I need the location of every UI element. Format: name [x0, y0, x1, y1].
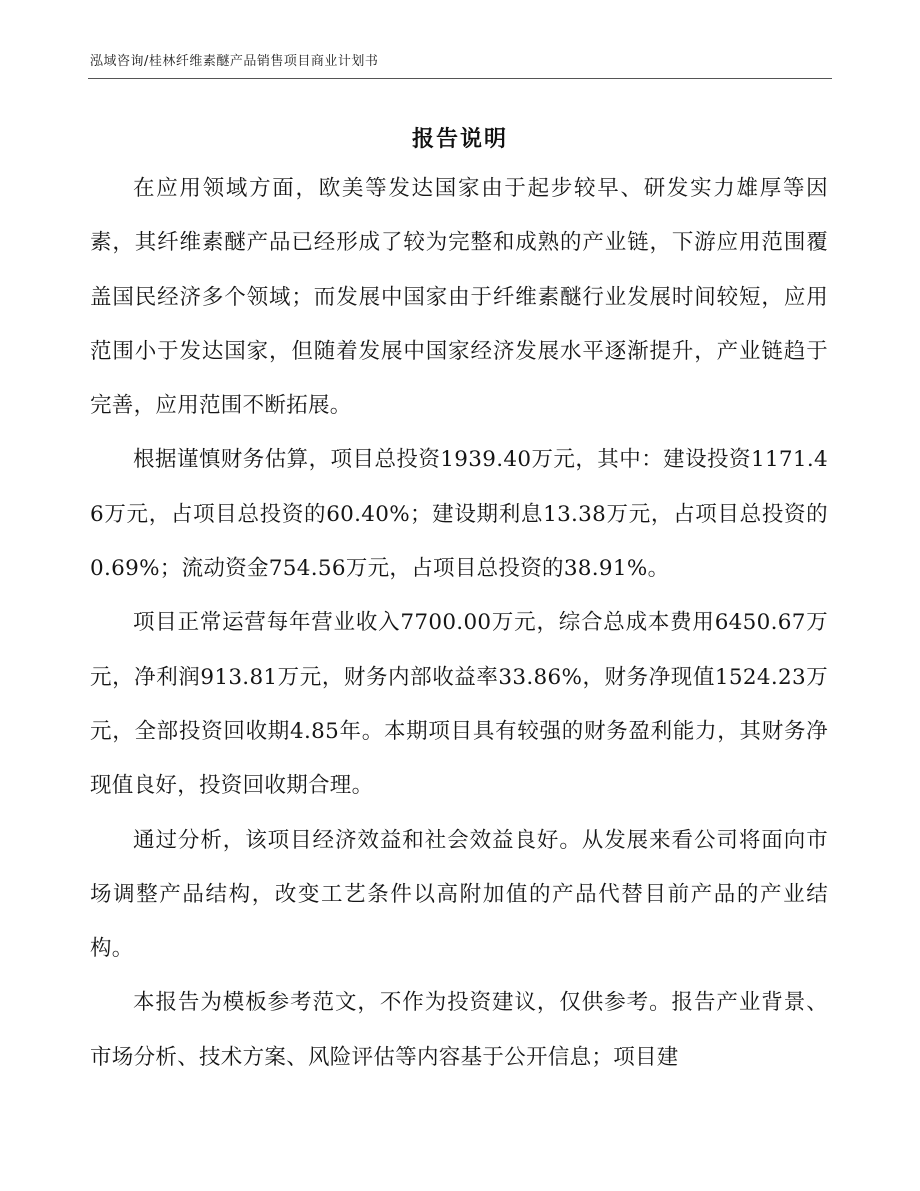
section-title: 报告说明 [411, 127, 508, 152]
paragraph-investment-estimate: 根据谨慎财务估算，项目总投资1939.40万元，其中：建设投资1171.46万元，占项目总投资的60.40%；建设期利息13.38万元，占项目总投资的0.69%；流动资金754.56万元，占项目总投资的38.91%。 [90, 447, 828, 582]
paragraph-application-fields: 在应用领域方面，欧美等发达国家由于起步较早、研发实力雄厚等因素，其纤维素醚产品已经形成了较为完整和成熟的产业链，下游应用范围覆盖国民经济多个领域；而发展中国家由于纤维素醚行业发展时间较短，应用范围小于发达国家，但随着发展中国家经济发展水平逐渐提升，产业链趋于完善，应用范围不断拓展。 [90, 176, 828, 419]
document-body [90, 162, 828, 1085]
paragraph-analysis: 通过分析，该项目经济效益和社会效益良好。从发展来看公司将面向市场调整产品结构，改变工艺条件以高附加值的产品代替目前产品的产业结构。 [90, 827, 828, 962]
running-header: 泓域咨询/桂林纤维素醚产品销售项目商业计划书 [90, 54, 379, 69]
paragraph-operating-revenue: 项目正常运营每年营业收入7700.00万元，综合总成本费用6450.67万元，净利润913.81万元，财务内部收益率33.86%，财务净现值1524.23万元，全部投资回收期4.85年。本期项目具有较强的财务盈利能力，其财务净现值良好，投资回收期合理。 [90, 610, 828, 799]
header-divider [88, 78, 832, 79]
paragraph-disclaimer: 本报告为模板参考范文，不作为投资建议，仅供参考。报告产业背景、市场分析、技术方案、风险评估等内容基于公开信息；项目建 [90, 990, 828, 1070]
